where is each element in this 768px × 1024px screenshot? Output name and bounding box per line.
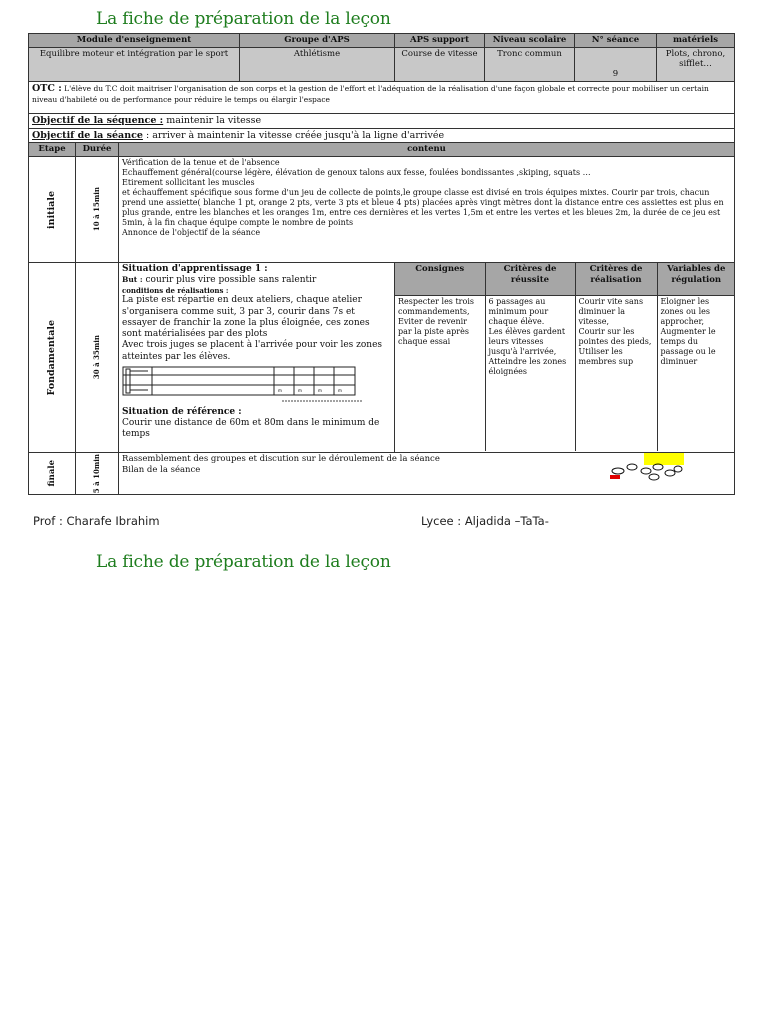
initiale-line: Etirement sollicitant les muscles (122, 178, 255, 187)
duree-fondamentale: 30 à 35min (91, 335, 101, 380)
initiale-row (29, 157, 735, 263)
objectif-sequence-row (29, 113, 735, 128)
aps-value: Course de vitesse (395, 47, 485, 81)
duree-finale: 5 à 10min (91, 454, 101, 494)
col-seance: N° séance (575, 34, 657, 48)
col-criteres-reussite: Critères de réussite (485, 263, 575, 295)
footer-lycee: Lycee : Aljadida –TaTa- (421, 514, 549, 528)
col-niveau: Niveau scolaire (485, 34, 575, 48)
materiels-value: Plots, chrono, sifflet… (657, 47, 735, 81)
col-consignes: Consignes (395, 263, 485, 295)
col-groupe: Groupe d'APS (240, 34, 395, 48)
zone-label: m (298, 387, 302, 393)
reference-text: Courir une distance de 60m et 80m dans le minimum de temps (122, 418, 380, 440)
col-criteres-realisation: Critères de réalisation (575, 263, 657, 295)
zone-label: m (318, 387, 322, 393)
initiale-line: prend une assiette( blanche 1 pt, orange 2 pts, verte 3 pts et bleue 4 pts) placées après vingt mètres dont la distance entre ces assiettes est plus en plus grande, entre les blanches et les oranges 1m, entre ces dernières et les vertes 1,5m et entre les vertes et les bleues 2m, la durée de ce jeu est 5min, à la fin chaque équipe compte le nombre de points (122, 198, 724, 227)
col-variables: Variables de régulation (657, 263, 735, 295)
conditions-text: La piste est répartie en deux ateliers, chaque atelier s'organisera comme suit, 3 par 3, courir dans 7s et essayer de franchir la zone la plus éloignée, ces zones sont matérialisées par des plots (122, 295, 370, 339)
realisation-item: Courir sur les pointes des pieds, (578, 326, 652, 346)
col-module: Module d'enseignement (29, 34, 240, 48)
objectif-sequence-label: Objectif de la séquence : (32, 114, 164, 126)
etape-finale: finale (46, 460, 57, 487)
values-row (29, 47, 735, 81)
objectif-seance-text: : arriver à maintenir la vitesse créée jusqu'à la ligne d'arrivée (145, 129, 445, 141)
initiale-line: Vérification de la tenue et de l'absence (122, 158, 280, 167)
lesson-sheet (28, 33, 735, 495)
players-illustration (606, 453, 686, 483)
reference-title: Situation de référence : (122, 406, 242, 417)
zone-label: m (338, 387, 342, 393)
page-title: La fiche de préparation de la leçon (96, 9, 391, 29)
variable-item: Augmenter le temps du passage ou le diminuer (660, 326, 716, 366)
initiale-line: et échauffement spécifique sous forme d'un jeu de collecte de points,le groupe classe est divisé en trois équipes mixtes. Courir par trois, chacun (122, 188, 710, 197)
col-etape: Etape (29, 143, 76, 157)
initiale-line: Echauffement général(course légère, élévation de genoux talons aux fesse, foulées bondissantes ,skiping, squats … (122, 168, 591, 177)
objectif-seance-label: Objectif de la séance (32, 129, 143, 141)
but-label: But : (122, 275, 143, 285)
col-duree: Durée (76, 143, 119, 157)
groupe-value: Athlétisme (240, 47, 395, 81)
but-text: courir plus vire possible sans ralentir (145, 275, 317, 286)
finale-line: Bilan de la séance (122, 464, 201, 475)
otc-row (29, 81, 735, 113)
variable-item: Eloigner les zones ou les approcher, (660, 296, 710, 326)
otc-label: OTC : (32, 82, 62, 94)
col-aps: APS support (395, 34, 485, 48)
consignes-cell: Respecter les trois commandements, Eviter de revenir par la piste après chaque essai (395, 295, 485, 451)
etape-fondamentale: Fondamentale (46, 319, 58, 396)
col-contenu: contenu (119, 143, 735, 157)
header-row (29, 34, 735, 48)
initiale-line: Annonce de l'objectif de la séance (122, 228, 261, 237)
finale-line: Rassemblement des groupes et discution sur le déroulement de la séance (122, 454, 440, 464)
col-materiels: matériels (657, 34, 735, 48)
conditions-label: conditions de réalisations : (122, 285, 229, 295)
footer-prof: Prof : Charafe Ibrahim (33, 514, 160, 528)
reussite-item: Les élèves gardent leurs vitesses jusqu'à l'arrivée, (488, 326, 566, 356)
realisation-item: Courir vite sans diminuer la vitesse, (578, 296, 644, 326)
criteria-table (395, 263, 735, 451)
reussite-item: 6 passages au minimum pour chaque élève. (488, 296, 549, 326)
situation-title: Situation d'apprentissage 1 : (122, 264, 268, 274)
niveau-value: Tronc commun (485, 47, 575, 81)
columns-row (29, 143, 735, 157)
seance-value: 9 (575, 47, 657, 81)
objectif-sequence-text: maintenir la vitesse (166, 114, 262, 126)
page-title-repeat: La fiche de préparation de la leçon (96, 552, 391, 572)
objectif-seance-row (29, 128, 735, 143)
conditions-text-2: Avec trois juges se placent à l'arrivée pour voir les zones atteintes par les élèves. (122, 340, 383, 362)
duree-initiale: 10 à 15min (91, 187, 101, 232)
track-diagram (122, 365, 362, 407)
reussite-item: Atteindre les zones éloignées (488, 356, 567, 376)
realisation-item: Utiliser les membres sup (578, 346, 634, 366)
fondamentale-row (29, 263, 735, 453)
zone-label: m (278, 387, 282, 393)
etape-initiale: initiale (46, 190, 58, 229)
otc-text: L'élève du T.C doit maitriser l'organisation de son corps et la gestion de l'effort et l'adéquation de la réalisation d'une façon globale et correcte pour mobiliser un certain niveau d'habileté ou de performance pour réduire le temps ou élargir l'espace (32, 83, 709, 104)
finale-row (29, 453, 735, 495)
module-value: Equilibre moteur et intégration par le sport (29, 47, 240, 81)
